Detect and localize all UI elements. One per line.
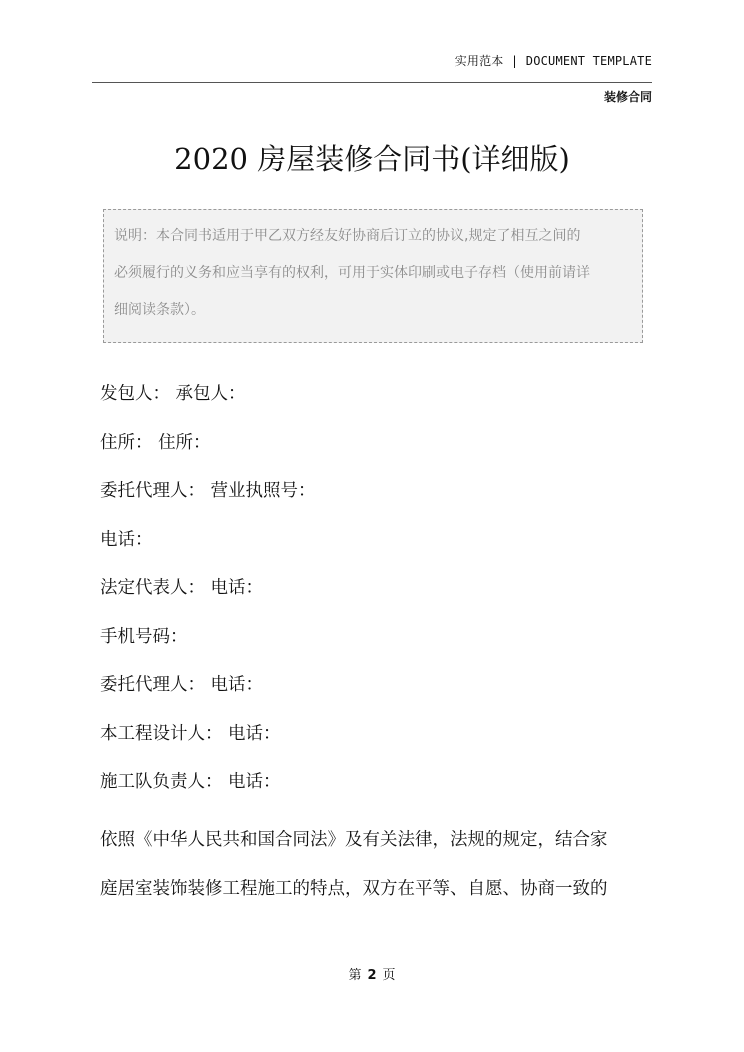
notice-line: 说明：本合同书适用于甲乙双方经友好协商后订立的协议,规定了相互之间的 bbox=[114, 228, 581, 244]
notice-line: 细阅读条款）。 bbox=[114, 302, 205, 318]
header-divider bbox=[92, 82, 652, 83]
header-top-text: 实用范本 | DOCUMENT TEMPLATE bbox=[454, 54, 652, 68]
field-client-contractor: 发包人： 承包人： bbox=[100, 384, 246, 404]
page-prefix: 第 bbox=[348, 968, 362, 983]
field-crew-leader-phone: 施工队负责人： 电话： bbox=[100, 772, 281, 792]
page-footer bbox=[0, 964, 744, 983]
body-paragraph bbox=[100, 816, 660, 913]
page-suffix: 页 bbox=[382, 968, 396, 983]
field-designer-phone: 本工程设计人： 电话： bbox=[100, 723, 281, 744]
notice-line: 必须履行的义务和应当享有的权利，可用于实体印刷或电子存档（使用前请详 bbox=[114, 265, 590, 281]
header-category: 装修合同 bbox=[603, 90, 652, 104]
field-agent-phone: 委托代理人： 电话： bbox=[100, 675, 264, 695]
field-agent-license: 委托代理人： 营业执照号： bbox=[100, 481, 316, 501]
page-number: 2 bbox=[367, 968, 377, 983]
paragraph-line: 庭居室装饰装修工程施工的特点，双方在平等、自愿、协商一致的 bbox=[100, 878, 608, 899]
notice-box bbox=[103, 209, 643, 343]
paragraph-line: 依照《中华人民共和国合同法》及有关法律，法规的规定，结合家 bbox=[100, 830, 608, 850]
party-fields bbox=[100, 379, 660, 816]
field-legal-rep-phone: 法定代表人： 电话： bbox=[100, 578, 264, 598]
document-title: 2020 房屋装修合同书(详细版) bbox=[174, 142, 570, 176]
field-mobile: 手机号码： bbox=[100, 626, 188, 647]
field-address: 住所： 住所： bbox=[100, 432, 211, 453]
field-phone: 电话： bbox=[100, 529, 153, 550]
